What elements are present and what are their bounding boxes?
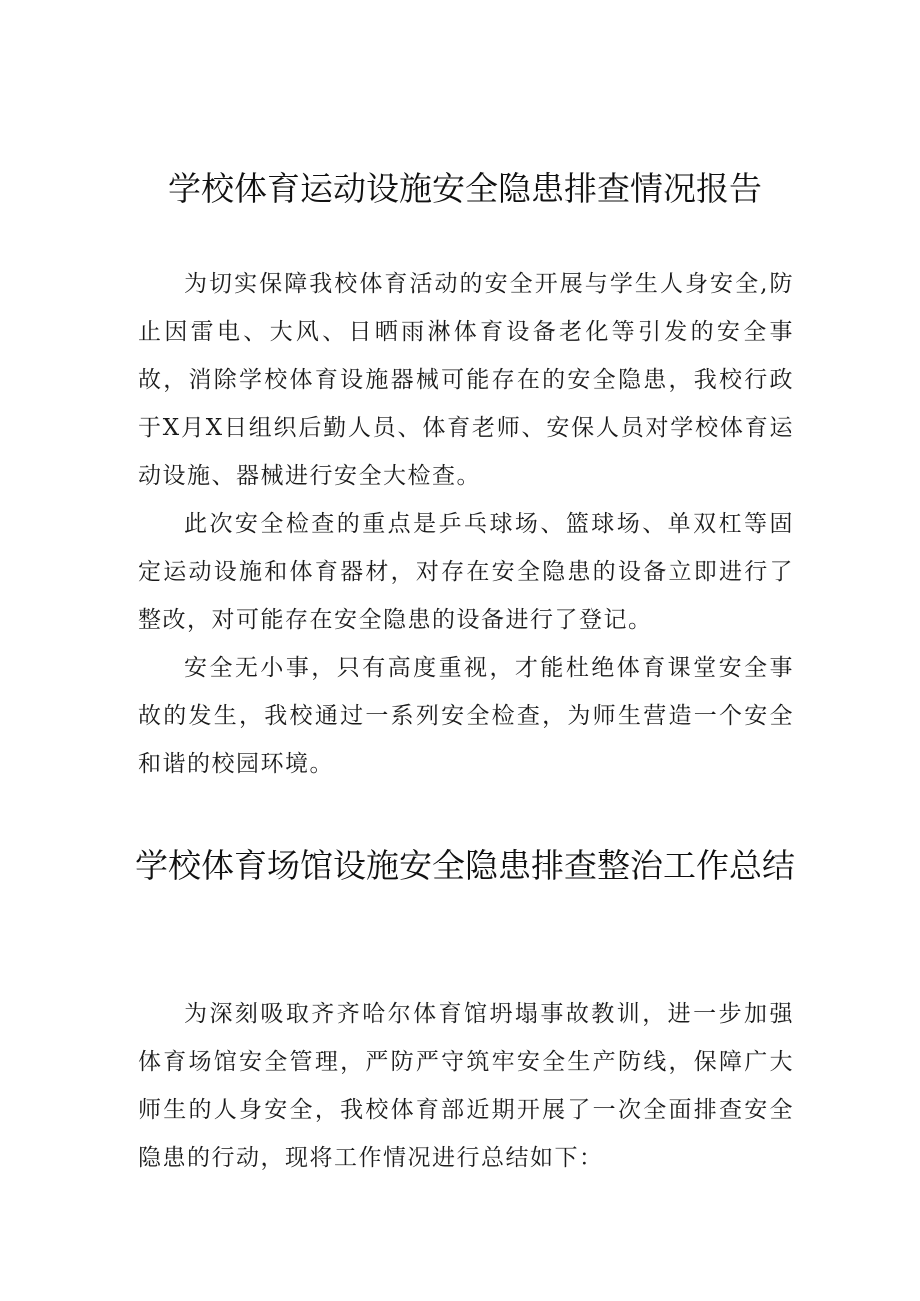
summary-body (138, 990, 794, 1182)
report-title: 学校体育运动设施安全隐患排查情况报告 (168, 169, 762, 208)
summary-paragraph-1: 为深刻吸取齐齐哈尔体育馆坍塌事故教训，进一步加强体育场馆安全管理，严防严守筑牢安全生产防线，保障广大师生的人身安全，我校体育部近期开展了一次全面排查安全隐患的行动，现将工作情况进行总结如下： (138, 1001, 794, 1171)
report-paragraph-3: 安全无小事，只有高度重视，才能杜绝体育课堂安全事故的发生，我校通过一系列安全检查，为师生营造一个安全和谐的校园环境。 (138, 655, 794, 777)
report-paragraph-1: 为切实保障我校体育活动的安全开展与学生人身安全,防止因雷电、大风、日晒雨淋体育设备老化等引发的安全事故，消除学校体育设施器械可能存在的安全隐患，我校行政于X月X日组织后勤人员、体育老师、安保人员对学校体育运动设施、器械进行安全大检查。 (138, 271, 794, 489)
report-body (138, 260, 794, 788)
report-paragraph-2: 此次安全检查的重点是乒乓球场、篮球场、单双杠等固定运动设施和体育器材，对存在安全隐患的设备立即进行了整改，对可能存在安全隐患的设备进行了登记。 (138, 511, 794, 633)
summary-title: 学校体育场馆设施安全隐患排查整治工作总结 (135, 846, 795, 885)
